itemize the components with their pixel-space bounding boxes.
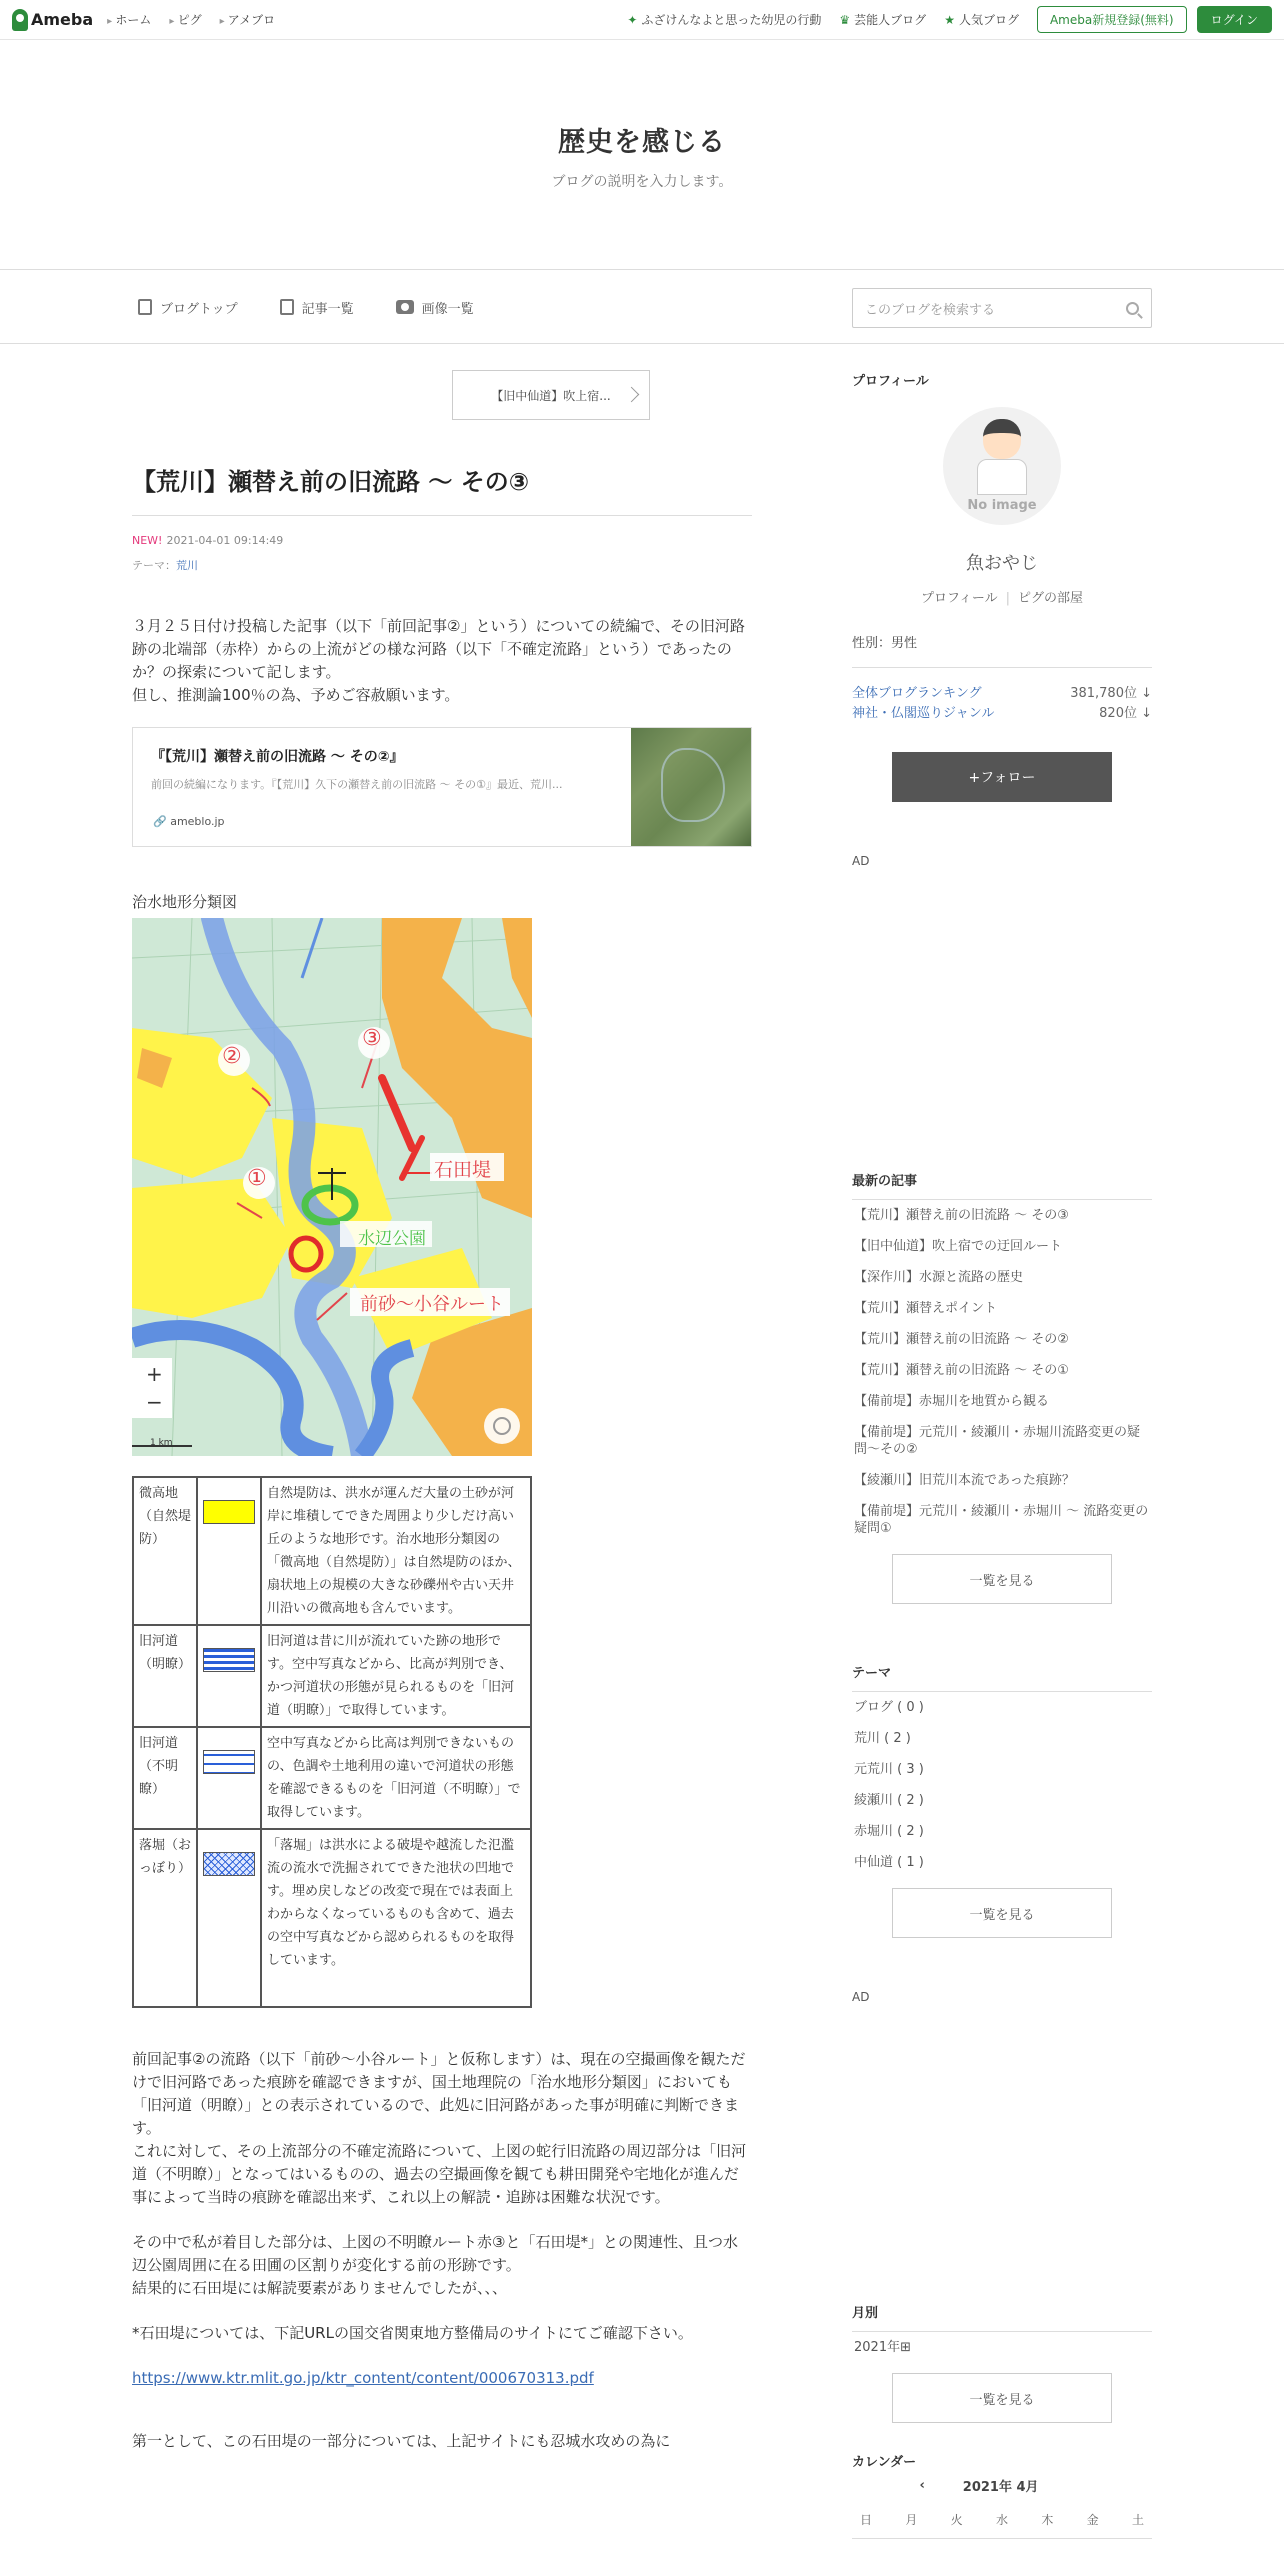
list-item[interactable] <box>852 2332 1152 2363</box>
list-item[interactable]: ブログ ( 0 ) <box>854 1700 924 1715</box>
monthly-heading: 月別 <box>852 2306 879 2321</box>
recent-articles-heading: 最新の記事 <box>852 1174 918 1189</box>
register-button[interactable]: Ameba新規登録(無料) <box>1037 6 1187 33</box>
yellow-swatch <box>203 1500 255 1524</box>
legend-swatch-cell <box>197 1477 261 1625</box>
search-icon[interactable] <box>1126 302 1139 315</box>
calendar-weekdays <box>852 2511 1152 2539</box>
article-title[interactable]: 【荒川】瀬替え前の旧流路 〜 その③ <box>132 462 752 516</box>
paragraph-5: 第一として、この石田堤の一部分については、上記サイトにも忍城水攻めの為に <box>132 2432 671 2450</box>
month-label: 2021年 <box>854 2340 901 2355</box>
link-icon: 🔗 <box>153 815 167 828</box>
legend-row <box>133 1625 531 1727</box>
sidebar <box>852 370 1152 2539</box>
paragraph-4: *石田堤については、下記URLの国交省関東地方整備局のサイトにてご確認下さい。 <box>132 2324 693 2342</box>
article-theme <box>132 557 752 573</box>
ranking-row <box>852 684 1152 704</box>
ranking-row <box>852 704 1152 724</box>
blog-header <box>0 40 1284 270</box>
paragraph-2: 前回記事②の流路（以下「前砂〜小谷ルート」と仮称します）は、現在の空撮画像を観ただけで旧河路であった痕跡を確認できますが、国土地理院の「治水地形分類図」においても「旧河道（明瞭）」との表示されているので、此処に旧河路があった事が明確に判断できます。 これに対して、その上流部分の不確定流路について、上図の蛇行旧流路の周辺部分は「旧河道（不明瞭）」となってはいるものの、過去の空撮画像を観ても耕田開発や宅地化が進んだ事によって当時の痕跡を確認出来ず、これ以上の解読・追跡は困難な状況です。 <box>132 2050 747 2206</box>
map-scale: 1 km <box>150 1438 173 1448</box>
ranking-list <box>852 684 1152 724</box>
ranking-value: 820位 ↓ <box>1099 706 1152 721</box>
map-label-3: ③ <box>362 1026 382 1051</box>
map-label-2: ② <box>222 1044 242 1069</box>
list-item[interactable]: 【備前堤】元荒川・綾瀬川・赤堀川 〜 流路変更の疑問① <box>854 1504 1149 1536</box>
map-label-park: 水辺公園 <box>358 1229 426 1249</box>
list-item[interactable]: 【荒川】瀬替え前の旧流路 〜 その③ <box>854 1208 1069 1223</box>
legend-swatch-cell <box>197 1625 261 1727</box>
article <box>132 370 752 2453</box>
celeb-blog-link[interactable] <box>839 11 926 28</box>
list-item[interactable]: 中仙道 ( 1 ) <box>854 1855 924 1870</box>
blog-top-label: ブログトップ <box>160 301 238 317</box>
ranking-label[interactable]: 神社・仏閣巡りジャンル <box>852 706 995 721</box>
crown-icon: ♛ <box>839 13 851 27</box>
nav-pigg[interactable]: ▸ ピグ <box>169 11 201 28</box>
list-item[interactable]: 【綾瀬川】旧荒川本流であった痕跡？ <box>854 1473 1075 1488</box>
ameba-logo-icon <box>12 9 28 31</box>
copy-icon <box>280 299 294 315</box>
profile-heading: プロフィール <box>852 374 929 389</box>
weekday: 水 <box>995 2513 1008 2527</box>
list-item[interactable]: 【備前堤】元荒川・綾瀬川・赤堀川流路変更の疑問〜その② <box>854 1425 1141 1457</box>
link-card-domain-text: ameblo.jp <box>170 815 225 828</box>
legend-row <box>133 1727 531 1829</box>
recent-articles-list <box>852 1199 1152 1544</box>
search-placeholder: このブログを検索する <box>865 302 996 318</box>
paragraph-intro: ３月２５日付け投稿した記事（以下「前回記事②」という）についての続編で、その旧河路跡の北端部（赤枠）からの上流がどの様な河路（以下「不確定流路」という）であったのか？の探索について記します。 但し、推測論100％の為、予めご容赦願います。 <box>132 617 745 704</box>
link-card-domain <box>153 815 225 828</box>
document-icon <box>138 299 152 315</box>
ranking-label[interactable]: 全体ブログランキング <box>852 686 982 701</box>
monthly-list <box>852 2331 1152 2363</box>
calendar-header <box>852 2476 1152 2495</box>
legend-desc: 「落堀」は洪水による破堤や越流した氾濫流の流水で洗掘されてできた池状の凹地です。埋め戻しなどの改変で現在では表面上わからなくなっているものも含めて、過去の空中写真などから認められるものを取得しています。 <box>261 1829 531 2007</box>
article-list-label: 記事一覧 <box>301 301 354 317</box>
trend-link-label: ふざけんなよと思った幼児の行動 <box>641 13 822 27</box>
weekday: 月 <box>905 2513 918 2527</box>
blog-description: ブログの説明を入力します。 <box>551 174 733 190</box>
list-item[interactable]: 【荒川】瀬替えポイント <box>854 1301 998 1316</box>
image-list-label: 画像一覧 <box>421 301 474 317</box>
weekday: 木 <box>1041 2513 1054 2527</box>
avatar-head <box>983 419 1021 459</box>
popular-blog-link[interactable] <box>944 11 1019 28</box>
avatar[interactable] <box>943 407 1061 525</box>
link-card-desc: 前回の続編になります。『【荒川】久下の瀬替え前の旧流路 〜 その①』最近、荒川... <box>151 778 563 791</box>
map-label-1: ① <box>247 1166 267 1191</box>
global-nav <box>107 11 275 28</box>
recent-more-button[interactable]: 一覧を見る <box>892 1554 1112 1604</box>
blue-thin-striped-swatch <box>203 1750 255 1774</box>
list-item[interactable]: 【深作川】水源と流路の歴史 <box>854 1270 1024 1285</box>
list-item[interactable]: 赤堀川 ( 2 ) <box>854 1824 924 1839</box>
map-svg <box>132 918 532 1456</box>
profile-links <box>852 587 1152 606</box>
monthly-more-button[interactable]: 一覧を見る <box>892 2373 1112 2423</box>
map-caption: 治水地形分類図 <box>132 893 238 911</box>
legend-table <box>132 1476 532 2008</box>
ad-label: AD <box>852 854 870 868</box>
new-badge: NEW! <box>132 534 163 547</box>
profile-name[interactable]: 魚おやじ <box>966 553 1038 574</box>
blog-search-input[interactable] <box>852 288 1152 328</box>
profile-gender: 性別：男性 <box>852 632 1152 668</box>
legend-desc: 旧河道は昔に川が流れていた跡の地形です。空中写真などから、比高が判別でき、かつ河道状の形態が見られるものを「旧河道（明瞭）」で取得しています。 <box>261 1625 531 1727</box>
avatar-no-image-text: No image <box>967 498 1037 513</box>
legend-name: 微高地（自然堤防） <box>133 1477 197 1625</box>
ameba-logo-text: Ameba <box>31 10 94 29</box>
link-card-title: 『【荒川】瀬替え前の旧流路 〜 その②』 <box>151 749 404 765</box>
paragraph-3: その中で私が着目した部分は、上図の不明瞭ルート赤③と「石田堤*」との関連性、且つ水辺公園周囲に在る田圃の区割りが変化する前の形跡です。 結果的に石田堤には解読要素がありませんでしたが、、、 <box>132 2233 738 2297</box>
list-item[interactable]: 【備前堤】赤堀川を地質から観る <box>854 1394 1050 1409</box>
prev-article-link[interactable]: 【旧中仙道】吹上宿... <box>452 370 650 420</box>
blog-top-link[interactable] <box>138 298 238 317</box>
sparkle-icon: ✦ <box>627 13 638 27</box>
pig-room-link[interactable]: ピグの部屋 <box>1018 591 1084 606</box>
legend-desc: 自然堤防は、洪水が運んだ大量の土砂が河岸に堆積してできた周囲より少しだけ高い丘のような地形です。治水地形分類図の「微高地（自然堤防）」は自然堤防のほか、扇状地上の規模の大きな砂礫州や古い天井川沿いの微高地も含んでいます。 <box>261 1477 531 1625</box>
list-item[interactable]: 【荒川】瀬替え前の旧流路 〜 その② <box>854 1332 1069 1347</box>
weekday: 日 <box>860 2513 873 2527</box>
link-card-thumbnail <box>631 728 751 846</box>
flood-terrain-map[interactable] <box>132 918 532 1456</box>
legend-swatch-cell <box>197 1829 261 2007</box>
calendar-heading: カレンダー <box>852 2455 917 2470</box>
image-list-link[interactable] <box>396 298 474 317</box>
ad-label: AD <box>852 1990 870 2004</box>
global-header <box>0 0 1284 40</box>
expand-icon[interactable]: ⊞ <box>900 2340 911 2355</box>
celeb-blog-label: 芸能人ブログ <box>854 13 927 27</box>
chevron-left-icon[interactable]: ‹ <box>919 2478 925 2493</box>
calendar-month-title: 2021年 4月 <box>962 2480 1039 2495</box>
blue-striped-swatch <box>203 1648 255 1672</box>
legend-name: 旧河道（不明瞭） <box>133 1727 197 1829</box>
popular-blog-label: 人気ブログ <box>958 13 1019 27</box>
map-label-route: 前砂〜小谷ルート <box>360 1294 504 1315</box>
weekday: 金 <box>1086 2513 1099 2527</box>
theme-label: テーマ： <box>132 559 176 572</box>
blog-subnav <box>0 270 1284 344</box>
header-right <box>627 6 1272 33</box>
theme-heading: テーマ <box>852 1666 892 1681</box>
star-icon: ★ <box>944 13 955 27</box>
legend-row <box>133 1477 531 1625</box>
profile-link[interactable]: プロフィール <box>920 591 998 606</box>
theme-more-button[interactable]: 一覧を見る <box>892 1888 1112 1938</box>
map-label-ishida: 石田堤 <box>434 1159 492 1181</box>
article-meta <box>132 534 752 547</box>
list-item[interactable]: 荒川 ( 2 ) <box>854 1731 911 1746</box>
ameba-logo[interactable] <box>12 9 93 31</box>
link-card[interactable] <box>132 727 752 847</box>
list-item[interactable]: 【荒川】瀬替え前の旧流路 〜 その① <box>854 1363 1069 1378</box>
login-button[interactable]: ログイン <box>1197 6 1272 33</box>
legend-row <box>133 1829 531 2007</box>
weekday: 火 <box>950 2513 963 2527</box>
avatar-body <box>977 459 1027 495</box>
theme-list <box>852 1691 1152 1878</box>
blog-title[interactable]: 歴史を感じる <box>558 127 726 158</box>
weekday: 土 <box>1131 2513 1144 2527</box>
list-item[interactable]: 綾瀬川 ( 2 ) <box>854 1793 924 1808</box>
ranking-value: 381,780位 ↓ <box>1070 686 1152 701</box>
article-datetime: 2021-04-01 09:14:49 <box>166 534 284 547</box>
divider: | <box>1005 591 1011 606</box>
legend-swatch-cell <box>197 1727 261 1829</box>
legend-name: 旧河道（明瞭） <box>133 1625 197 1727</box>
article-list-link[interactable] <box>280 298 354 317</box>
zoom-out-button[interactable]: − <box>146 1390 163 1414</box>
nav-ameblo[interactable]: ▸ アメブロ <box>220 11 275 28</box>
legend-name: 落堀（おっぼり） <box>133 1829 197 2007</box>
list-item[interactable]: 元荒川 ( 3 ) <box>854 1762 924 1777</box>
theme-link[interactable]: 荒川 <box>176 559 198 572</box>
follow-button[interactable]: +フォロー <box>892 752 1112 802</box>
nav-home[interactable]: ▸ ホーム <box>107 11 151 28</box>
list-item[interactable]: 【旧中仙道】吹上宿での迂回ルート <box>854 1239 1063 1254</box>
zoom-in-button[interactable]: + <box>146 1362 163 1386</box>
trend-link[interactable] <box>627 11 821 28</box>
camera-icon <box>396 300 414 314</box>
hatched-swatch <box>203 1852 255 1876</box>
legend-desc: 空中写真などから比高は判別できないものの、色調や土地利用の違いで河道状の形態を確認できるものを「旧河道（不明瞭）」で取得しています。 <box>261 1727 531 1829</box>
reference-url-link[interactable]: https://www.ktr.mlit.go.jp/ktr_content/content/000670313.pdf <box>132 2369 594 2387</box>
